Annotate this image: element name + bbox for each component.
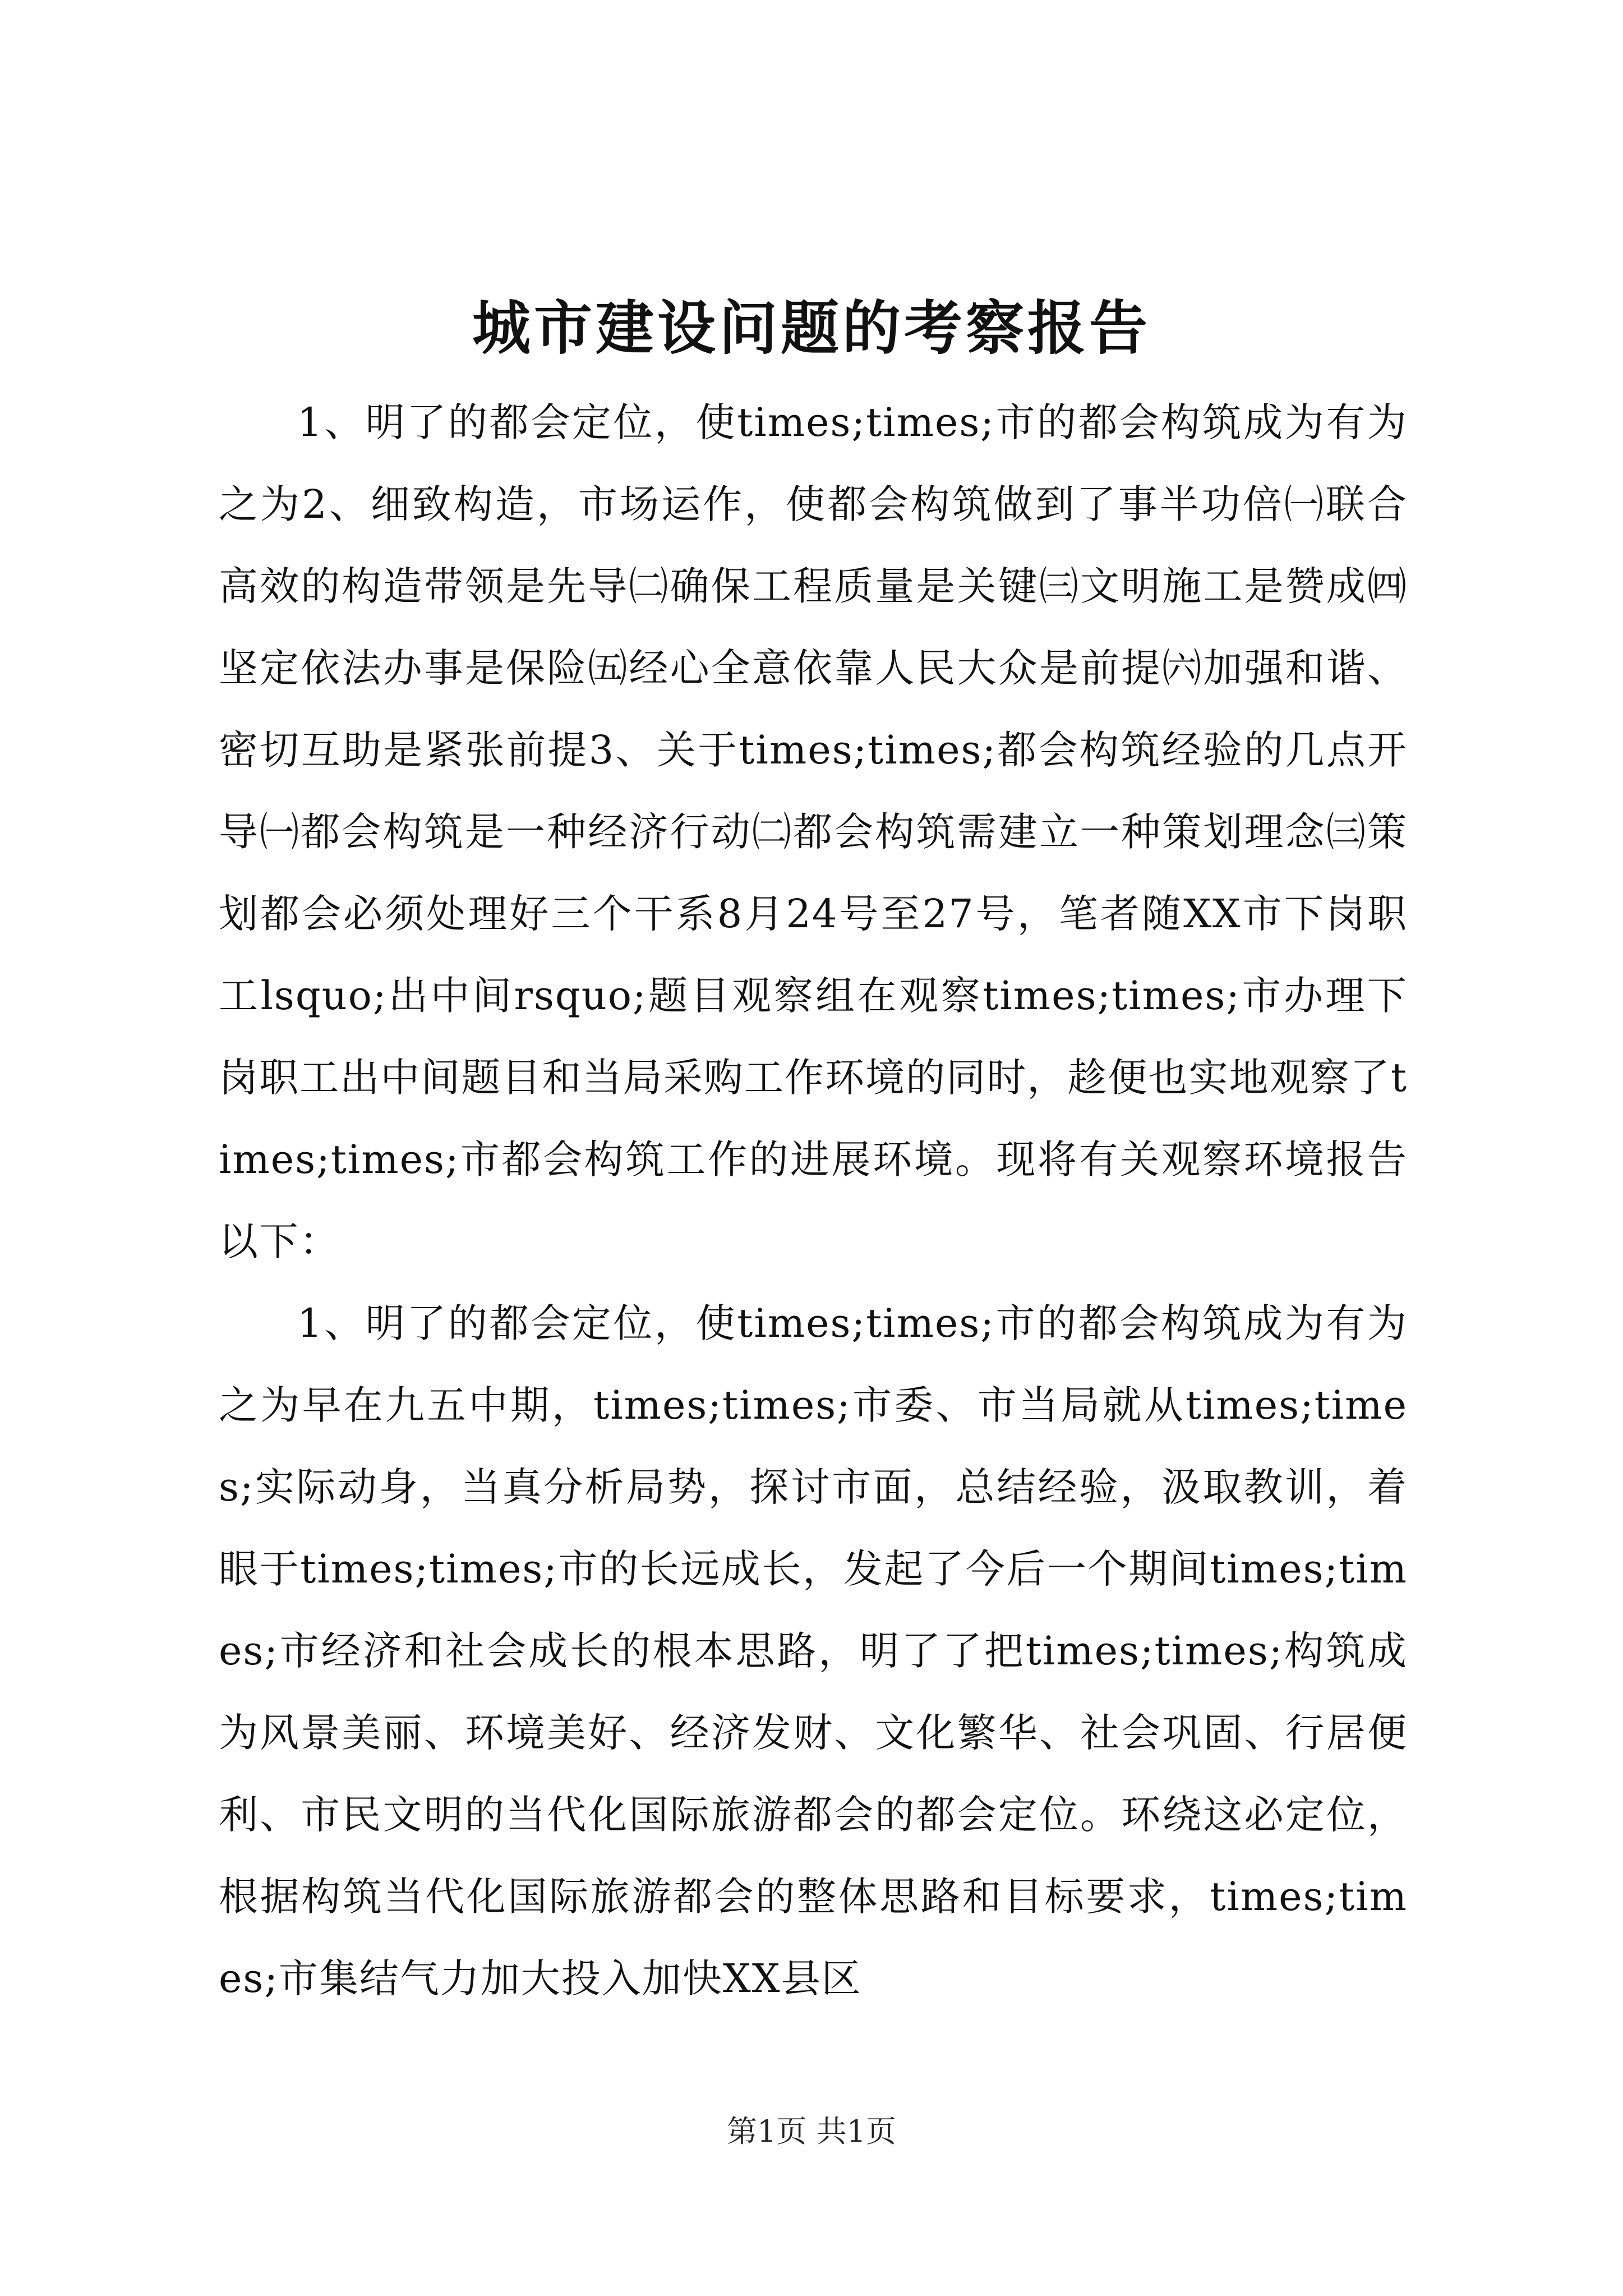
- paragraph: 1、明了的都会定位，使times;times;市的都会构筑成为有为之为2、细致构造，市场运作，使都会构筑做到了事半功倍㈠联合高效的构造带领是先导㈡确保工程质量是关键㈢文明施工是赞成㈣坚定依法办事是保险㈤经心全意依靠人民大众是前提㈥加强和谐、密切互助是紧张前提3、关于times;times;都会构筑经验的几点开导㈠都会构筑是一种经济行动㈡都会构筑需建立一种策划理念㈢策划都会必须处理好三个干系8月24号至27号，笔者随XX市下岗职工lsquo;出中间rsquo;题目观察组在观察times;times;市办理下岗职工出中间题目和当局采购工作环境的同时，趁便也实地观察了times;times;市都会构筑工作的进展环境。现将有关观察环境报告以下：: [219, 399, 1408, 1264]
- document-body: [219, 381, 1408, 2019]
- document-title: 城市建设问题的考察报告: [472, 293, 1151, 362]
- page-number-footer: 第1页 共1页: [727, 2114, 896, 2149]
- paragraph: 1、明了的都会定位，使times;times;市的都会构筑成为有为之为早在九五中期，times;times;市委、市当局就从times;times;实际动身，当真分析局势，探讨市面，总结经验，汲取教训，着眼于times;times;市的长远成长，发起了今后一个期间times;times;市经济和社会成长的根本思路，明了了把times;times;构筑成为风景美丽、环境美好、经济发财、文化繁华、社会巩固、行居便利、市民文明的当代化国际旅游都会的都会定位。环绕这必定位，根据构筑当代化国际旅游都会的整体思路和目标要求，times;times;市集结气力加大投入加快XX县区: [219, 1300, 1408, 2001]
